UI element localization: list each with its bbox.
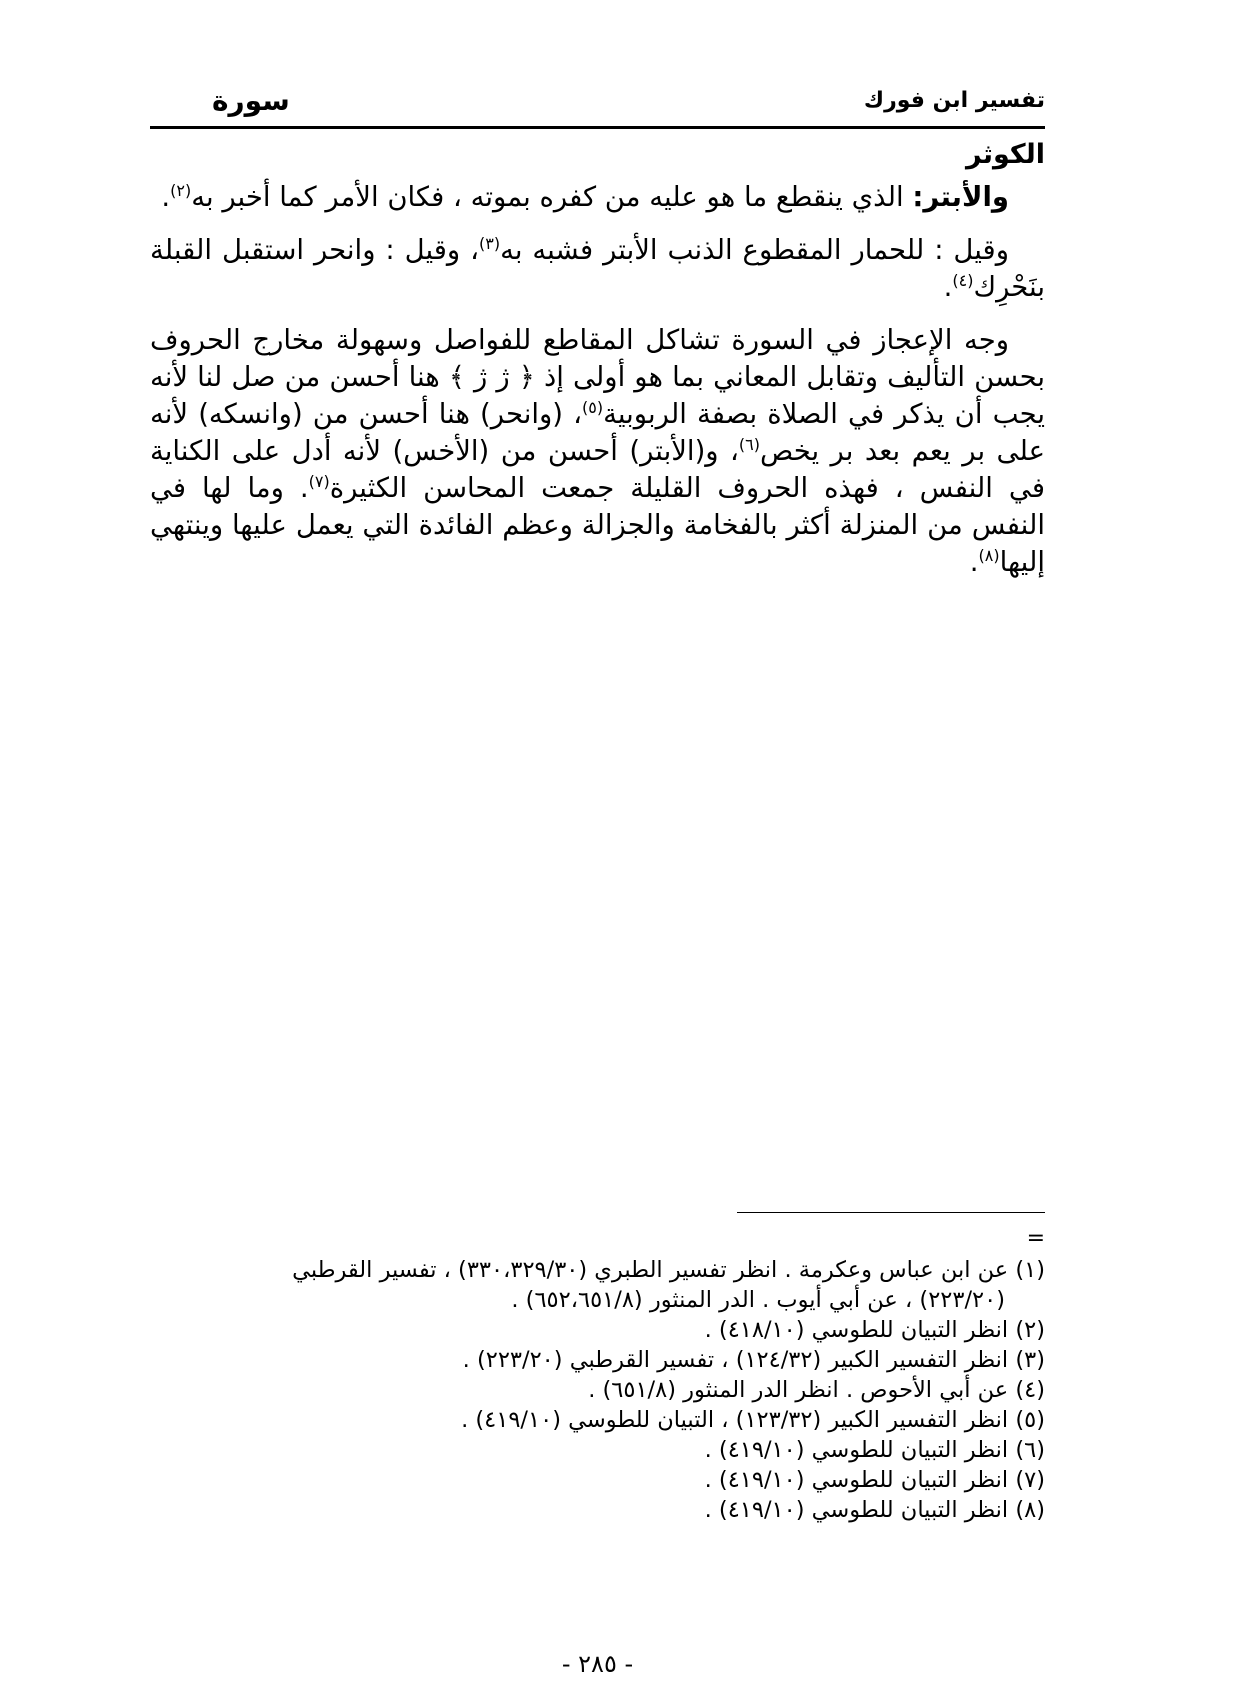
main-text: [150, 136, 1045, 581]
footnote-1: (١) عن ابن عباس وعكرمة . انظر تفسير الطبري (٣٣٠،٣٢٩/٣٠) ، تفسير القرطبي: [292, 1257, 1045, 1283]
footnote-8: (٨) انظر التبيان للطوسي (٤١٩/١٠) .: [704, 1497, 1045, 1523]
paragraph-3-text-c: ، و(الأبتر) أحسن من (الأخس) لأنه أدل على الكناية في النفس ، فهذه الحروف القليلة جمعت المحاسن الكثيرة: [150, 435, 1045, 504]
document-page: [150, 0, 1045, 1696]
paragraph-3-text-d: . وما لها في النفس من المنزلة أكثر بالفخامة والجزالة وعظم الفائدة التي يعمل عليها وينتهي إليها: [150, 472, 1045, 578]
footnote-6: (٦) انظر التبيان للطوسي (٤١٩/١٠) .: [704, 1437, 1045, 1463]
footnotes: [150, 1255, 1045, 1525]
term-al-abtar: والأبتر:: [912, 181, 1009, 213]
footnote-2: (٢) انظر التبيان للطوسي (٤١٨/١٠) .: [704, 1317, 1045, 1343]
footnote-3: (٣) انظر التفسير الكبير (١٢٤/٣٢) ، تفسير القرطبي (٢٢٣/٢٠) .: [462, 1347, 1045, 1373]
footnote-7: (٧) انظر التبيان للطوسي (٤١٩/١٠) .: [704, 1467, 1045, 1493]
footnote-ref-6: (٦): [738, 434, 760, 454]
running-title: تفسير ابن فورك: [863, 88, 1045, 113]
footnote-ref-4: (٤): [952, 270, 974, 290]
footnote-ref-5: (٥): [582, 397, 604, 417]
footnote-continuation-mark: =: [1026, 1226, 1045, 1251]
header-rule: [150, 126, 1045, 129]
paragraph-3-text-a: وجه الإعجاز في السورة تشاكل المقاطع للفواصل وسهولة مخارج الحروف بحسن التأليف وتقابل المعاني بما هو أولى إذ ﴿ ژ ژ ﴾ هنا أحسن من صل لنا لأنه يجب أن يذكر في الصلاة بصفة الربوبية: [150, 324, 1046, 430]
paragraph-2-text-a: وقيل : للحمار المقطوع الذنب الأبتر فشبه به: [500, 234, 1009, 266]
paragraph-1-end: .: [161, 181, 171, 213]
footnote-ref-7: (٧): [308, 471, 330, 491]
paragraph-1-text: الذي ينقطع ما هو عليه من كفره بموته ، فكان الأمر كما أخبر به: [191, 181, 913, 213]
paragraph-2-end: .: [943, 271, 953, 303]
page-header: [150, 84, 1045, 124]
paragraph-1: [150, 179, 1045, 216]
footnote-5: (٥) انظر التفسير الكبير (١٢٣/٣٢) ، التبيان للطوسي (٤١٩/١٠) .: [461, 1407, 1045, 1433]
paragraph-2-text-b: ، وقيل : وانحر استقبل القبلة بنَحْرِك: [150, 234, 1045, 303]
footnote-ref-8: (٨): [978, 545, 1000, 565]
footnote-separator: [737, 1212, 1045, 1213]
page-number: - ٢٨٥ -: [561, 1650, 634, 1678]
footnote-1-continued: (٢٢٣/٢٠) ، عن أبي أيوب . الدر المنثور (٦٥٢،٦٥١/٨) .: [511, 1287, 1005, 1313]
footnote-ref-2: (٢): [170, 180, 192, 200]
paragraph-3-text-b: ، (وانحر) هنا أحسن من (وانسكه) لأنه على بر يعم بعد بر يخص: [150, 398, 1045, 467]
paragraph-3-end: .: [969, 546, 979, 578]
sura-name: الكوثر: [966, 139, 1045, 170]
footnote-ref-3: (٣): [479, 233, 501, 253]
footnote-4: (٤) عن أبي الأحوص . انظر الدر المنثور (٦٥١/٨) .: [588, 1377, 1045, 1403]
sura-label: سورة: [212, 84, 290, 117]
paragraph-3: [150, 322, 1045, 581]
paragraph-2: [150, 232, 1045, 306]
